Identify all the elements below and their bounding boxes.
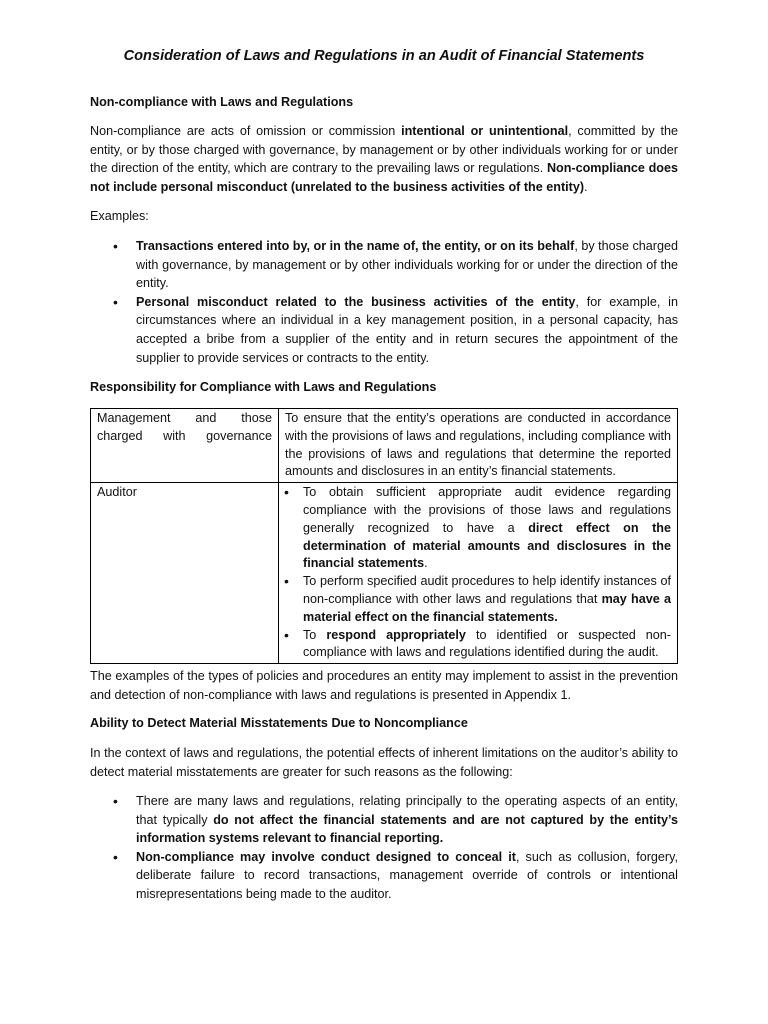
examples-label: Examples: <box>90 209 149 223</box>
detection-intro: In the context of laws and regulations, the potential effects of inherent limitations on the auditor’s ability to detect material misstatements are greater for such reasons as the following: <box>90 746 678 779</box>
list-item: • To obtain sufficient appropriate audit evidence regarding compliance with the provisions of those laws and regulations generally recognized to have a direct effect on the determination of material amounts and disclosures in the financial statements. <box>283 484 671 573</box>
list-item: • There are many laws and regulations, relating principally to the operating aspects of an entity, that typically do not affect the financial statements and are not captured by the entity’s information systems relevant to financial reporting. <box>90 792 678 848</box>
noncompliance-definition: Non-compliance are acts of omission or commission intentional or unintentional, committed by the entity, or by those charged with governance, by management or by other individuals working for or under the direction of the entity, which are contrary to the prevailing laws or regulations. Non-compliance does not include personal misconduct (unrelated to the business activities of the entity). <box>90 124 678 194</box>
table-cell-party: Management and those charged with governance <box>91 409 279 483</box>
examples-list <box>90 237 678 367</box>
table-cell-responsibility <box>279 483 678 664</box>
list-item: • Non-compliance may involve conduct designed to conceal it, such as collusion, forgery, deliberate failure to record transactions, management override of controls or intentional misrepresentations being made to the auditor. <box>90 848 678 904</box>
list-item: • Personal misconduct related to the business activities of the entity, for example, in circumstances where an individual in a key management position, in a personal capacity, has accepted a bribe from a supplier of the entity and in return secures the appointment of the supplier to provide services or contracts to the entity. <box>90 293 678 367</box>
section-heading-detection: Ability to Detect Material Misstatements Due to Noncompliance <box>90 716 468 730</box>
table-cell-responsibility: To ensure that the entity’s operations are conducted in accordance with the provisions of laws and regulations, including compliance with the provisions of laws and regulations that determine the reported amounts and disclosures in an entity’s financial statements. <box>279 409 678 483</box>
table-row <box>91 409 678 483</box>
table-row <box>91 483 678 664</box>
auditor-responsibilities-list <box>283 484 671 662</box>
section-heading-noncompliance: Non-compliance with Laws and Regulations <box>90 95 354 109</box>
section-heading-responsibility: Responsibility for Compliance with Laws and Regulations <box>90 380 437 394</box>
responsibility-table <box>90 408 678 664</box>
list-item: • To respond appropriately to identified or suspected non-compliance with laws and regulations identified during the audit. <box>283 627 671 663</box>
document-title: Consideration of Laws and Regulations in an Audit of Financial Statements <box>123 48 645 64</box>
detection-reasons-list <box>90 792 678 904</box>
list-item: • To perform specified audit procedures to help identify instances of non-compliance with other laws and regulations that may have a material effect on the financial statements. <box>283 573 671 626</box>
list-item: • Transactions entered into by, or in the name of, the entity, or on its behalf, by those charged with governance, by management or by other individuals working for or under the direction of the entity. <box>90 237 678 293</box>
table-cell-party: Auditor <box>91 483 279 664</box>
appendix-note: The examples of the types of policies and procedures an entity may implement to assist in the prevention and detection of non-compliance with laws and regulations is presented in Appendix 1. <box>90 669 678 702</box>
